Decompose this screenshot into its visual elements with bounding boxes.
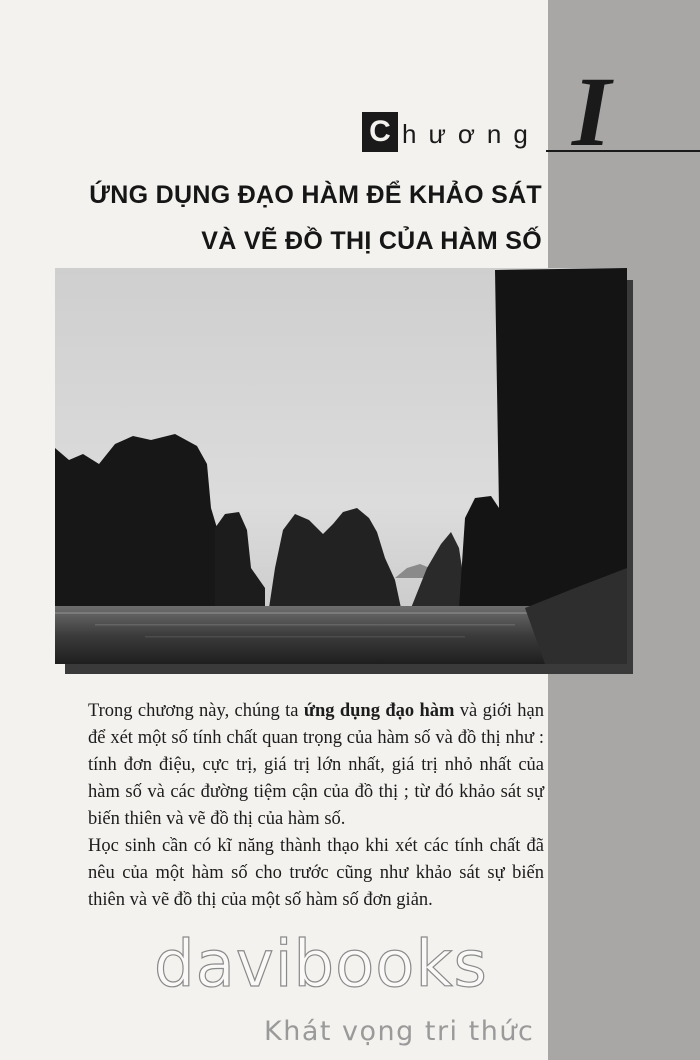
chapter-label: hương xyxy=(402,119,540,149)
chapter-heading xyxy=(362,56,700,167)
title-line-2: VÀ VẼ ĐỒ THỊ CỦA HÀM SỐ xyxy=(201,227,542,255)
chapter-number: I xyxy=(572,56,611,167)
intro-paragraph-2: Học sinh cần có kĩ năng thành thạo khi xét các tính chất đã nêu của một hàm số cho trước cũng như khảo sát sự biến thiên và vẽ đồ thị của một số hàm số đơn giản. xyxy=(88,836,544,910)
title-line-1: ỨNG DỤNG ĐẠO HÀM ĐỂ KHẢO SÁT xyxy=(89,181,542,209)
chapter-title xyxy=(22,172,542,264)
chapter-rule xyxy=(546,150,700,152)
watermark-tagline: Khát vọng tri thức xyxy=(264,1016,535,1047)
intro-p1-bold: ứng dụng đạo hàm xyxy=(303,701,455,721)
intro-p1-start: Trong chương này, chúng ta xyxy=(88,701,304,721)
halong-bay-photo xyxy=(55,268,627,664)
landscape-photo-frame xyxy=(55,268,627,664)
halong-bay-illustration xyxy=(55,268,627,664)
intro-paragraph-1 xyxy=(88,698,544,833)
chapter-initial-box: C xyxy=(362,112,398,152)
chapter-intro-text xyxy=(88,698,544,914)
intro-p1-end: và giới hạn để xét một số tính chất quan trọng của hàm số và đồ thị như : tính đơn điệu, cực trị, giá trị lớn nhất, giá trị nhỏ nhất của hàm số và các đường tiệm cận của đồ thị ; từ đó khảo sát sự biến thiên và vẽ đồ thị của hàm số. xyxy=(88,701,544,829)
watermark-brand: davibooks xyxy=(154,928,488,1002)
